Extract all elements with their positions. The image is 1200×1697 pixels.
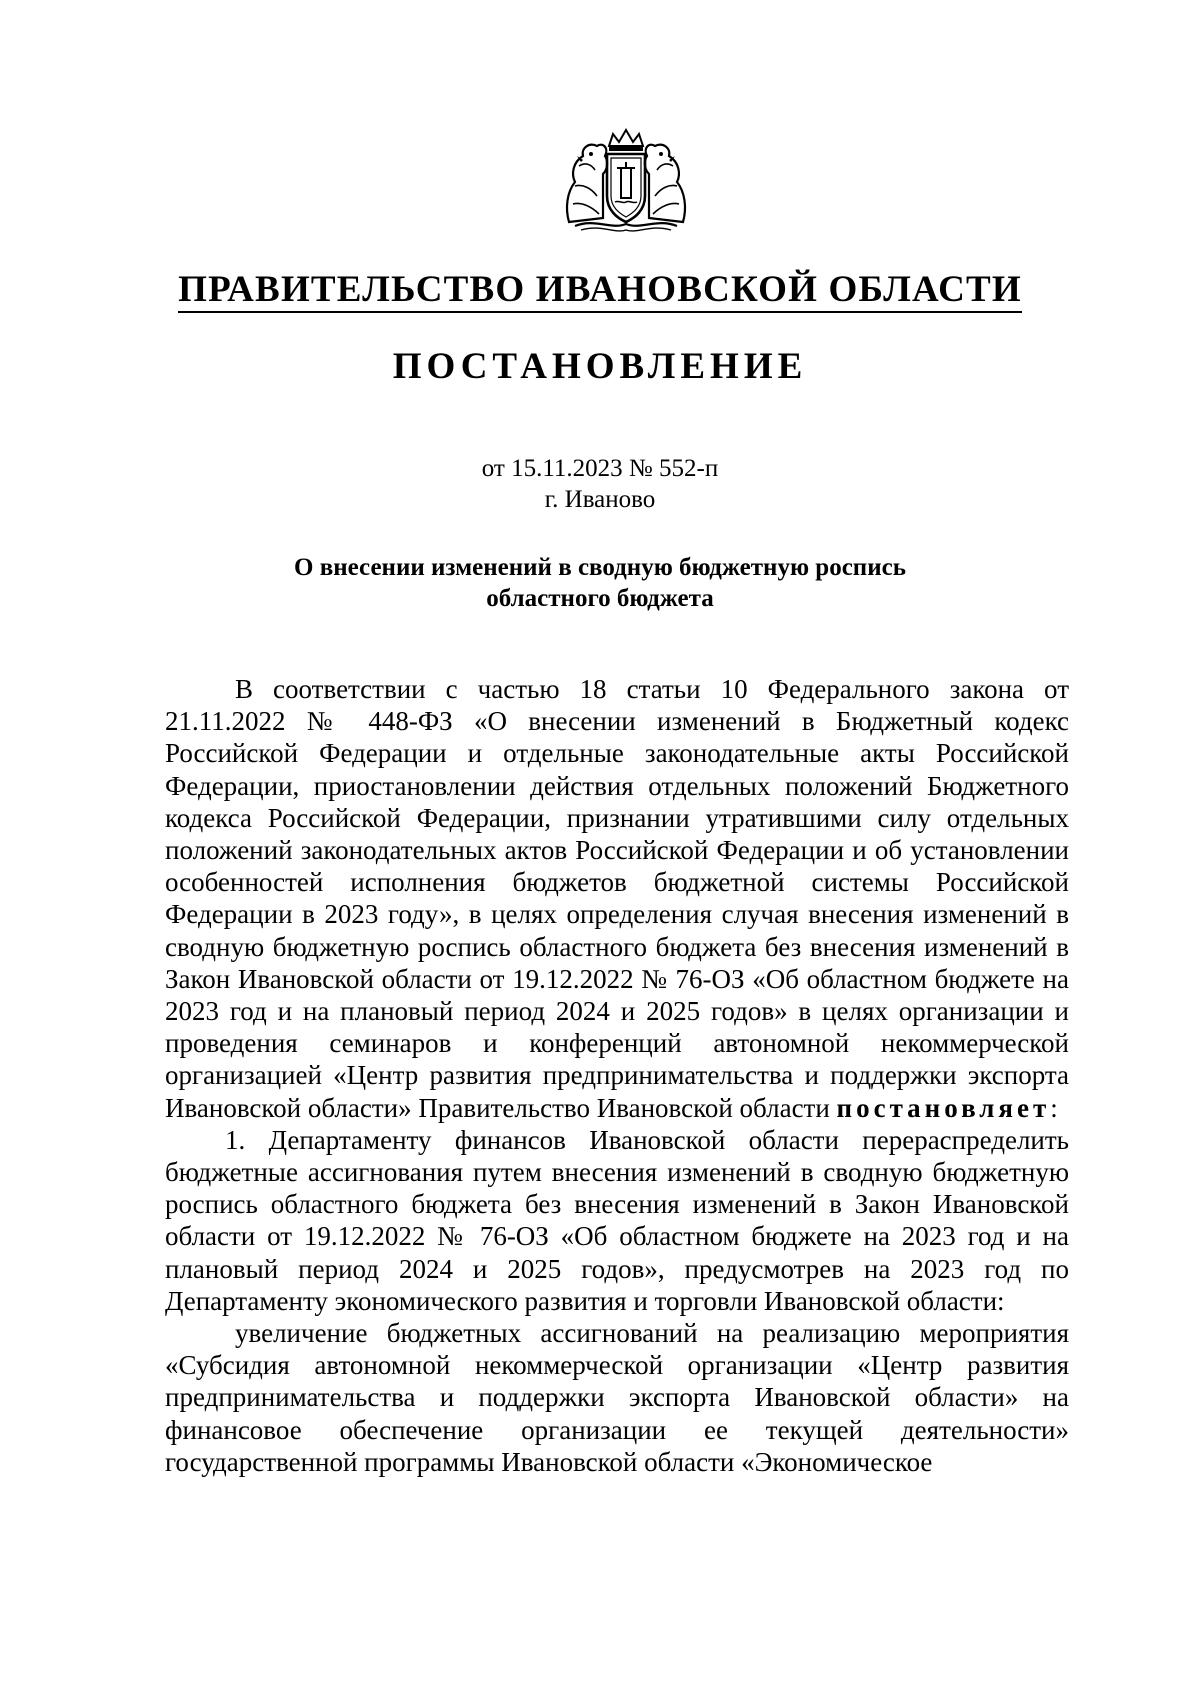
document-type: ПОСТАНОВЛЕНИЕ [392,346,808,387]
organization-title [0,268,1200,312]
document-body [165,673,1069,1478]
resolves-word: постановляет [836,1092,1051,1123]
budget-increase-paragraph: увеличение бюджетных ассигнований на реализацию мероприятия «Субсидия автономной некоммерческой организации «Центр развития предпринимательства и поддержки экспорта Ивановской области» на финансовое обеспечение организации ее текущей деятельности» государственной программы Ивановской области «Экономическое [165,1318,1069,1477]
document-city: г. Иваново [544,486,656,513]
preamble-text: В соответствии с частью 18 статьи 10 Федерального закона от 21.11.2022 № 448-ФЗ «О внесении изменений в Бюджетный кодекс Российской Федерации и отдельные законодательные акты Российской Федерации, приостановлении действия отдельных положений Бюджетного кодекса Российской Федерации, признании утратившими силу отдельных положений законодательных актов Российской Федерации и об установлении особенностей исполнения бюджетов бюджетной системы Российской Федерации в 2023 году», в целях определения случая внесения изменений в сводную бюджетную роспись областного бюджета без внесения изменений в Закон Ивановской области от 19.12.2022 № 76-ОЗ «Об областном бюджете на 2023 год и на плановый период 2024 и 2025 годов» в целях организации и проведения семинаров и конференций автономной некоммерческой организацией «Центр развития предпринимательства и поддержки экспорта Ивановской области» Правительство Ивановской области [165,674,1069,1123]
document-heading-line-1: О внесении изменений в сводную бюджетную роспись [294,554,906,581]
resolves-colon: : [1050,1092,1058,1123]
coat-of-arms-icon [561,126,691,234]
preamble-paragraph [165,673,1069,1124]
document-date-number: от 15.11.2023 № 552-п [481,455,719,482]
point-1-paragraph: 1. Департаменту финансов Ивановской области перераспределить бюджетные ассигнования путем внесения изменений в сводную бюджетную роспись областного бюджета без внесения изменений в Закон Ивановской области от 19.12.2022 № 76-ОЗ «Об областном бюджете на 2023 год и на плановый период 2024 и 2025 годов», предусмотрев на 2023 год по Департаменту экономического развития и торговли Ивановской области: [165,1124,1069,1316]
document-heading-line-2: областного бюджета [486,585,714,612]
organization-name: ПРАВИТЕЛЬСТВО ИВАНОВСКОЙ ОБЛАСТИ [178,269,1022,313]
